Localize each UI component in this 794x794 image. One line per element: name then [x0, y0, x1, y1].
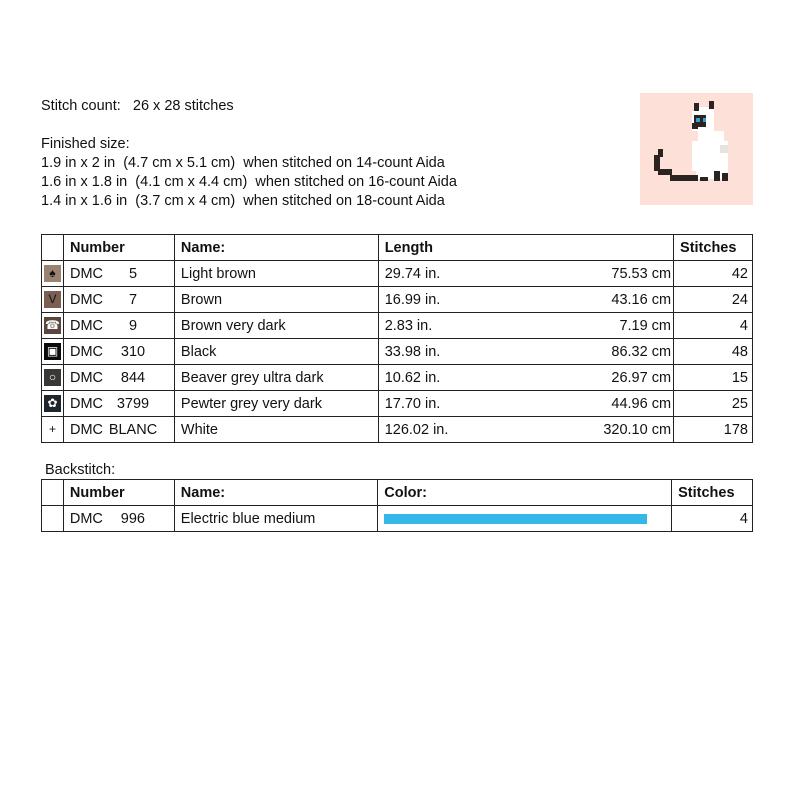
length-inches: 126.02 in.: [384, 421, 449, 438]
floss-symbol-icon: ☎: [45, 318, 60, 332]
floss-stitches: 178: [674, 417, 753, 443]
table-row: [42, 313, 753, 339]
length-cm: 26.97 cm: [611, 369, 672, 386]
floss-symbol-icon: +: [44, 421, 61, 438]
floss-symbol-icon: ○: [44, 369, 61, 386]
backstitch-heading: Backstitch:: [45, 462, 116, 478]
bs-name: Electric blue medium: [174, 506, 378, 532]
floss-table: [41, 234, 753, 443]
symbol-cell: [42, 417, 64, 443]
floss-name: Beaver grey ultra dark: [174, 365, 378, 391]
floss-stitches: 42: [674, 261, 753, 287]
symbol-cell: [42, 365, 64, 391]
bs-number: [63, 506, 174, 532]
floss-stitches: 4: [674, 313, 753, 339]
backstitch-table: [41, 479, 753, 532]
length-inches: 33.98 in.: [384, 343, 441, 360]
symbol-cell: [42, 339, 64, 365]
length-inches: 10.62 in.: [384, 369, 441, 386]
floss-length: [378, 287, 673, 313]
header-number: Number: [63, 235, 174, 261]
siamese-cat-image: [640, 93, 753, 205]
floss-code: 9: [128, 317, 138, 334]
stitch-count-value: 26 x 28 stitches: [132, 98, 234, 114]
header-length: Length: [378, 235, 673, 261]
floss-name: Black: [174, 339, 378, 365]
floss-number: [63, 313, 174, 339]
floss-number: [63, 391, 174, 417]
symbol-cell: [42, 261, 64, 287]
length-cm: 43.16 cm: [611, 291, 672, 308]
floss-name: Light brown: [174, 261, 378, 287]
table-row: [42, 391, 753, 417]
symbol-cell: [42, 391, 64, 417]
floss-number: [63, 261, 174, 287]
floss-length: [378, 391, 673, 417]
floss-number: [63, 417, 174, 443]
length-cm: 7.19 cm: [619, 317, 672, 334]
floss-name: Brown very dark: [174, 313, 378, 339]
floss-brand: DMC: [69, 421, 103, 438]
bs-stitches: 4: [672, 506, 753, 532]
floss-number: [63, 287, 174, 313]
finished-size-14: 1.9 in x 2 in (4.7 cm x 5.1 cm) when stitched on 14-count Aida: [41, 155, 445, 171]
length-inches: 2.83 in.: [384, 317, 433, 334]
floss-length: [378, 417, 673, 443]
floss-code: 844: [120, 369, 146, 386]
bs-header-color: Color:: [378, 480, 672, 506]
symbol-cell: [42, 287, 64, 313]
bs-header-number: Number: [63, 480, 174, 506]
floss-code: 5: [128, 265, 138, 282]
table-row: [42, 365, 753, 391]
length-inches: 29.74 in.: [384, 265, 441, 282]
table-row: [42, 417, 753, 443]
bs-header-name: Name:: [174, 480, 378, 506]
bs-symbol-cell: [42, 506, 64, 532]
color-swatch-bar: [384, 514, 647, 524]
length-cm: 86.32 cm: [611, 343, 672, 360]
floss-code: 310: [120, 343, 146, 360]
floss-code: BLANC: [108, 421, 158, 438]
table-row: [42, 339, 753, 365]
backstitch-table-header: [42, 480, 753, 506]
floss-number: [63, 365, 174, 391]
header-symbol: [42, 235, 64, 261]
floss-code: 7: [128, 291, 138, 308]
floss-symbol-icon: ♠: [44, 265, 61, 282]
floss-number: [63, 339, 174, 365]
finished-size-18: 1.4 in x 1.6 in (3.7 cm x 4 cm) when stitched on 18-count Aida: [41, 193, 445, 209]
bs-header-symbol: [42, 480, 64, 506]
floss-name: White: [174, 417, 378, 443]
floss-symbol-icon: ▣: [44, 343, 61, 360]
floss-brand: DMC: [69, 317, 103, 334]
bs-code: 996: [120, 510, 145, 527]
floss-length: [378, 365, 673, 391]
floss-symbol-icon: ✿: [44, 395, 61, 412]
floss-stitches: 25: [674, 391, 753, 417]
floss-stitches: 24: [674, 287, 753, 313]
floss-name: Brown: [174, 287, 378, 313]
bs-header-stitches: Stitches: [672, 480, 753, 506]
bs-brand: DMC: [69, 510, 103, 527]
bs-color: [378, 506, 672, 532]
floss-brand: DMC: [69, 369, 103, 386]
pattern-preview: [640, 93, 753, 205]
table-row: [42, 287, 753, 313]
floss-brand: DMC: [69, 265, 103, 282]
length-inches: 17.70 in.: [384, 395, 441, 412]
floss-table-header: [42, 235, 753, 261]
floss-code: 3799: [116, 395, 150, 412]
floss-stitches: 15: [674, 365, 753, 391]
floss-brand: DMC: [69, 343, 103, 360]
header-stitches: Stitches: [674, 235, 753, 261]
table-row: [42, 506, 753, 532]
floss-stitches: 48: [674, 339, 753, 365]
floss-length: [378, 261, 673, 287]
length-cm: 44.96 cm: [611, 395, 672, 412]
stitch-count: [41, 97, 234, 115]
floss-symbol-icon: V: [44, 291, 61, 308]
table-row: [42, 261, 753, 287]
length-cm: 320.10 cm: [603, 421, 672, 438]
header-name: Name:: [174, 235, 378, 261]
stitch-count-label: Stitch count:: [41, 98, 121, 114]
length-cm: 75.53 cm: [611, 265, 672, 282]
floss-name: Pewter grey very dark: [174, 391, 378, 417]
length-inches: 16.99 in.: [384, 291, 441, 308]
symbol-cell: [42, 313, 64, 339]
finished-size-16: 1.6 in x 1.8 in (4.1 cm x 4.4 cm) when stitched on 16-count Aida: [41, 174, 457, 190]
floss-length: [378, 313, 673, 339]
floss-brand: DMC: [69, 291, 103, 308]
finished-size-heading: Finished size:: [41, 136, 130, 152]
floss-brand: DMC: [69, 395, 103, 412]
floss-length: [378, 339, 673, 365]
